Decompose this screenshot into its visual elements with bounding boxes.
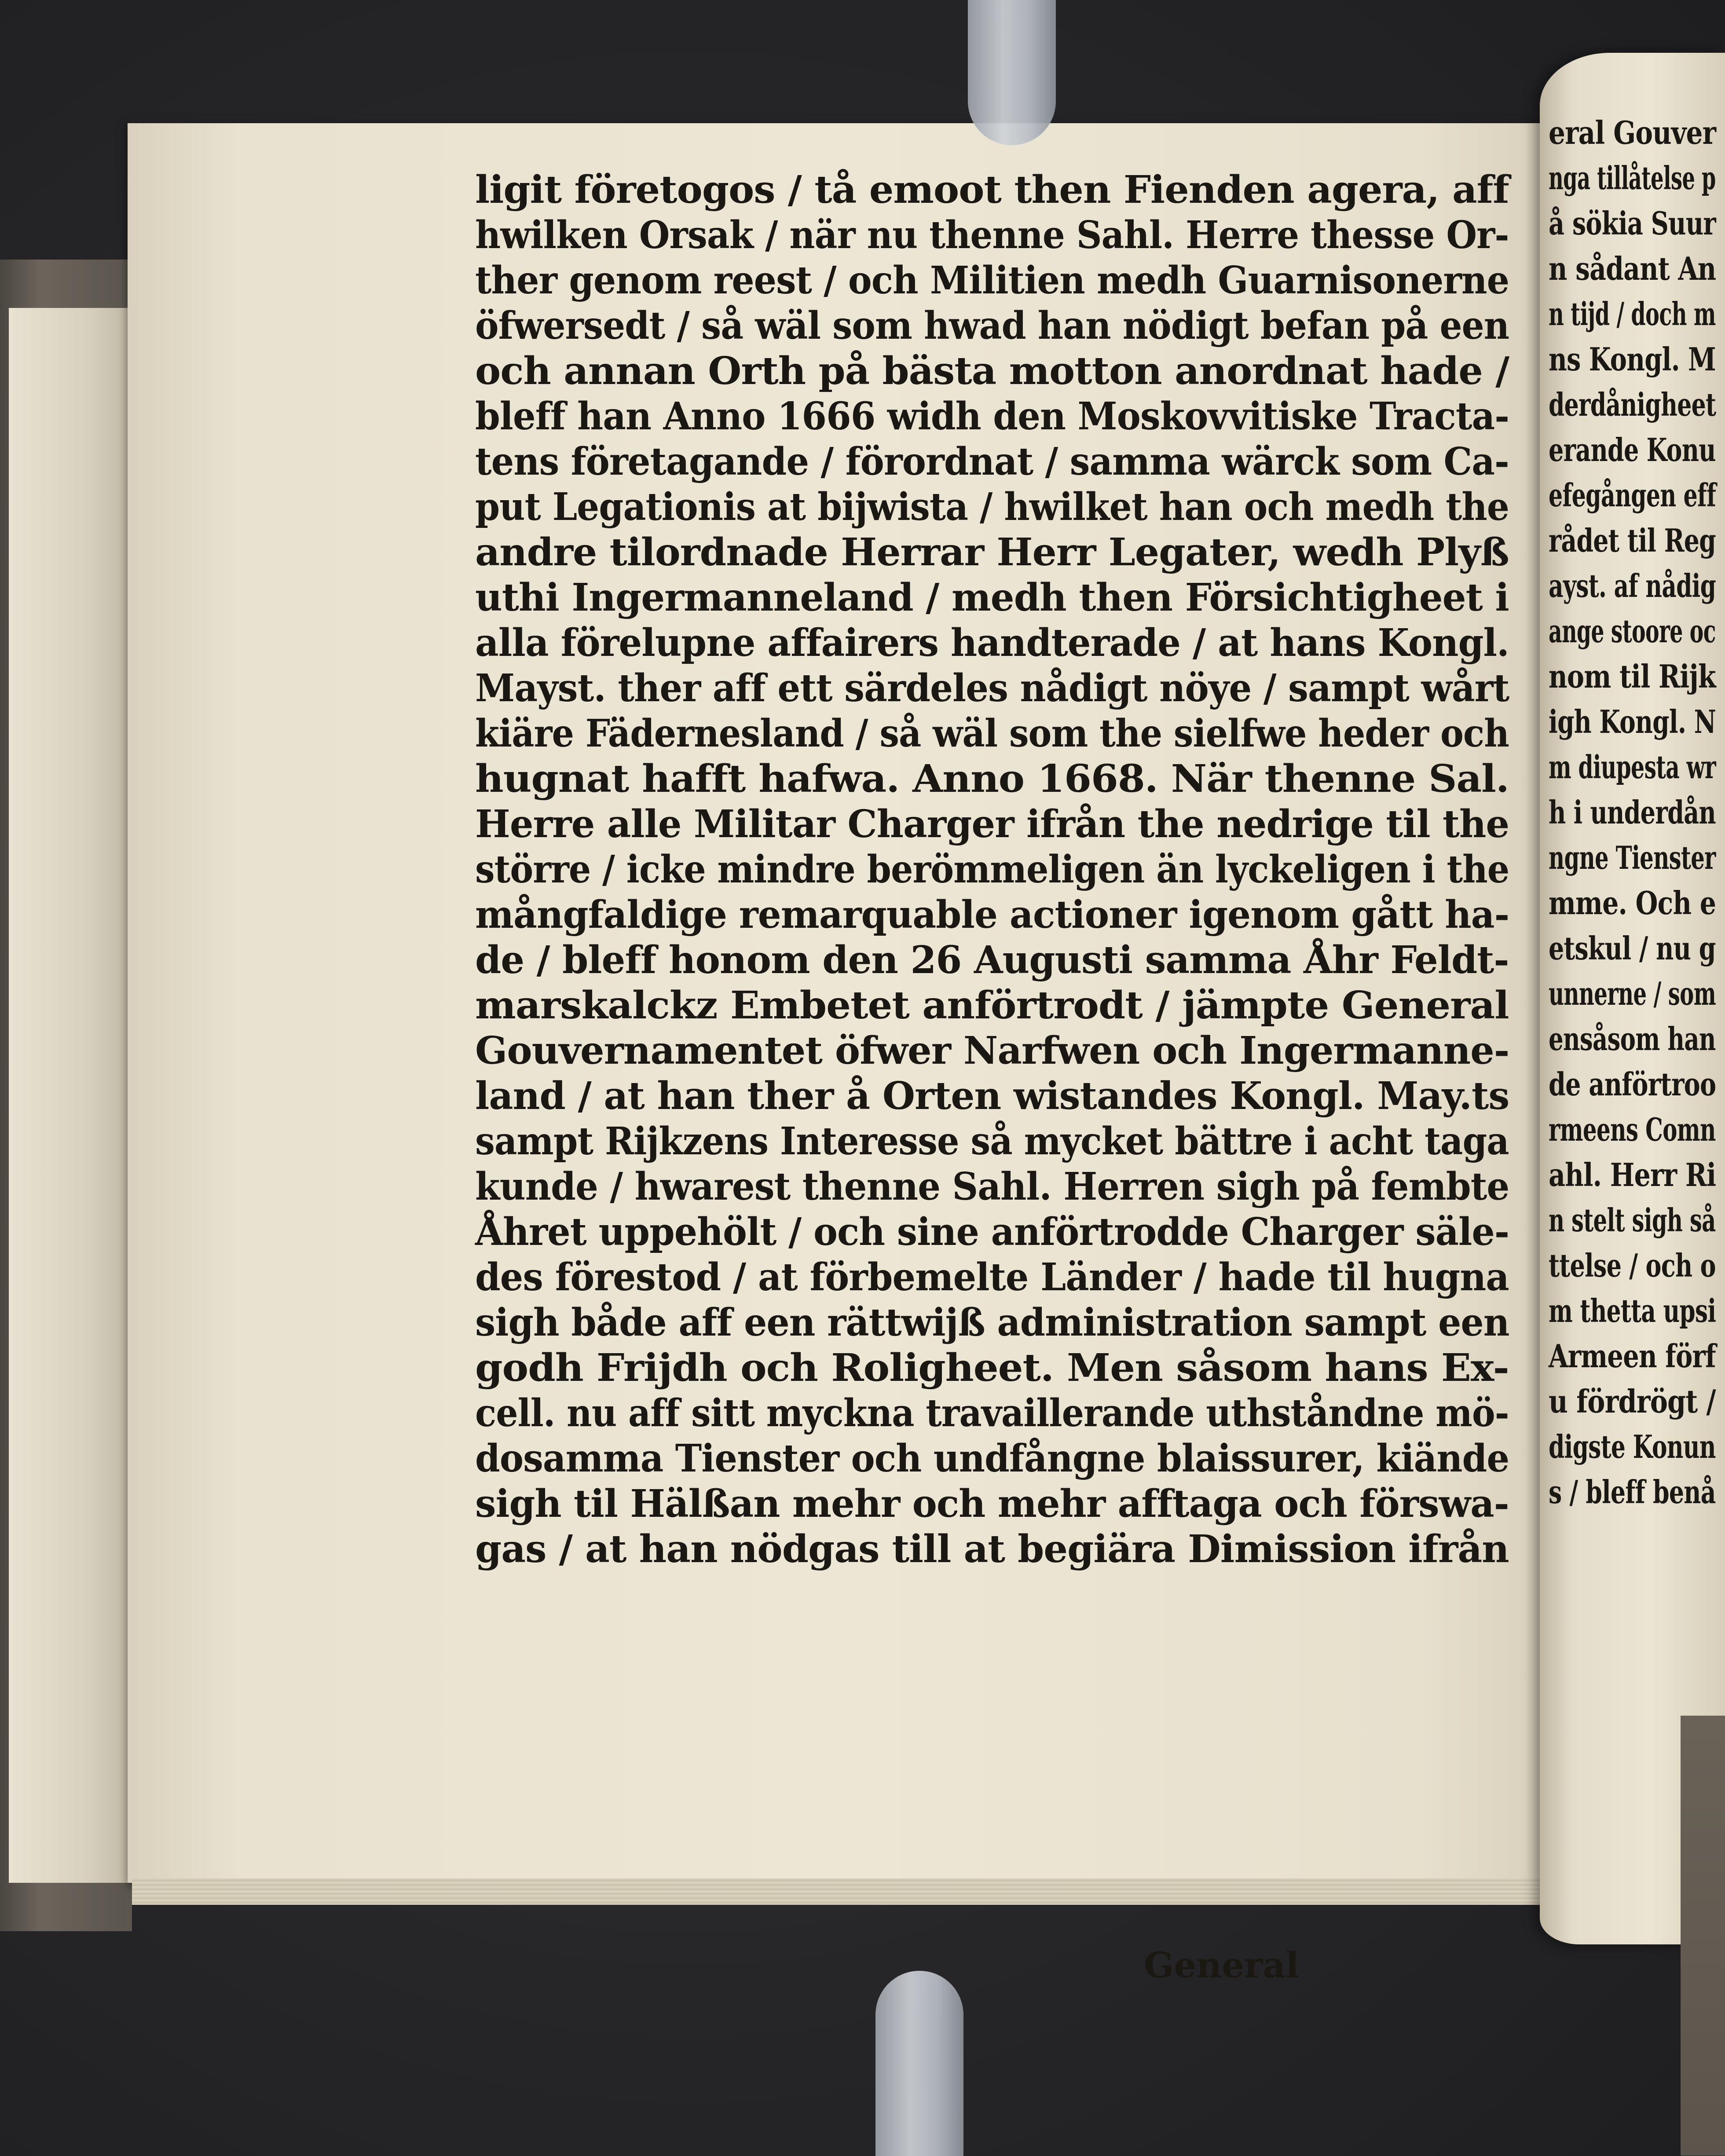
text-line: kiäre Fädernesland / så wäl som the sielfwe heder och bbox=[475, 711, 1509, 756]
text-line: bleff han Anno 1666 widh den Moskovvitiske Tracta- bbox=[475, 394, 1509, 439]
facing-text-line: rådet til Reg bbox=[1549, 522, 1716, 559]
text-line: och annan Orth på bästa motton anordnat hade / bbox=[475, 349, 1509, 393]
text-line: Mayst. ther aff ett särdeles nådigt nöye / sampt wårt bbox=[475, 666, 1509, 710]
facing-text-line: Armeen förf bbox=[1549, 1337, 1716, 1375]
text-line: des förestod / at förbemelte Länder / hade til hugna bbox=[475, 1255, 1509, 1299]
text-line: öfwersedt / så wäl som hwad han nödigt befan på een bbox=[475, 304, 1509, 348]
facing-text-line: nom til Rijk bbox=[1549, 658, 1716, 695]
facing-text-line: n sådant An bbox=[1549, 250, 1716, 287]
text-line: de / bleff honom den 26 Augusti samma Åhr Feldt- bbox=[475, 938, 1509, 982]
facing-text-line: nga tillåtelse p bbox=[1549, 159, 1716, 197]
text-line: andre tilordnade Herrar Herr Legater, wedh Plyß bbox=[475, 530, 1509, 575]
catchword: General bbox=[1144, 1944, 1299, 1986]
text-line: godh Frijdh och Roligheet. Men såsom hans Ex- bbox=[475, 1346, 1509, 1390]
text-line: Åhret uppehölt / och sine anförtrodde Charger säle- bbox=[475, 1210, 1509, 1254]
facing-text-line: m thetta upsi bbox=[1549, 1292, 1716, 1329]
facing-text-line: igh Kongl. N bbox=[1549, 703, 1716, 740]
text-line: sampt Rijkzens Interesse så mycket bättre i acht taga bbox=[475, 1119, 1509, 1164]
text-line: kunde / hwarest thenne Sahl. Herren sigh på fembte bbox=[475, 1164, 1509, 1209]
facing-text-line: ange stoore oc bbox=[1549, 612, 1716, 650]
book-clamp-bottom bbox=[875, 1971, 963, 2156]
text-line: dosamma Tienster och undfångne blaissurer, kiände bbox=[475, 1436, 1509, 1481]
text-line: ther genom reest / och Militien medh Guarnisonerne bbox=[475, 258, 1509, 303]
facing-text-line: etskul / nu g bbox=[1549, 930, 1716, 967]
book-spine-edge bbox=[1681, 1716, 1725, 2156]
text-line: uthi Ingermanneland / medh then Försichtigheet i bbox=[475, 575, 1509, 620]
book-clamp-top bbox=[968, 0, 1056, 145]
left-page-stack bbox=[9, 308, 136, 1883]
facing-text-line: ttelse / och o bbox=[1549, 1247, 1716, 1284]
text-line: sigh både aff een rättwijß administration sampt een bbox=[475, 1300, 1509, 1345]
facing-text-line: u fördrögt / bbox=[1549, 1383, 1716, 1420]
facing-text-line: rmeens Comn bbox=[1549, 1111, 1716, 1148]
text-line: tens företagande / förordnat / samma wärck som Ca- bbox=[475, 439, 1509, 484]
text-line: gas / at han nödgas till at begiära Dimission ifrån bbox=[475, 1527, 1509, 1571]
facing-text-line: n tijd / doch m bbox=[1549, 295, 1716, 333]
facing-text-line: å sökia Suur bbox=[1549, 205, 1716, 242]
facing-text-line: n stelt sigh så bbox=[1549, 1201, 1716, 1239]
facing-text-line: ahl. Herr Ri bbox=[1549, 1156, 1716, 1193]
text-line: land / at han ther å Orten wistandes Kongl. May.ts bbox=[475, 1074, 1509, 1118]
facing-text-line: ngne Tienster bbox=[1549, 839, 1716, 876]
text-line: ligit företogos / tå emoot then Fienden agera, aff bbox=[475, 168, 1509, 212]
text-line: sigh til Hälßan mehr och mehr afftaga och förswa- bbox=[475, 1482, 1509, 1526]
facing-text-line: m diupesta wr bbox=[1549, 748, 1716, 786]
facing-text-line: unnerne / som bbox=[1549, 975, 1716, 1012]
facing-text-line: erande Konu bbox=[1549, 431, 1716, 469]
facing-text-line: de anförtroo bbox=[1549, 1065, 1716, 1103]
page-stack-edge bbox=[132, 1878, 1562, 1905]
facing-text-line: ns Kongl. M bbox=[1549, 340, 1716, 378]
page-body-text bbox=[475, 167, 1531, 1572]
text-line: hugnat hafft hafwa. Anno 1668. När thenne Sal. bbox=[475, 757, 1509, 801]
text-line: cell. nu aff sitt myckna travaillerande uthståndne mö- bbox=[475, 1391, 1509, 1435]
text-line: större / icke mindre berömmeligen än lyckeligen i the bbox=[475, 847, 1509, 892]
text-line: alla förelupne affairers handterade / at hans Kongl. bbox=[475, 621, 1509, 665]
text-line: Herre alle Militar Charger ifrån the nedrige til the bbox=[475, 802, 1509, 846]
facing-text-line: ensåsom han bbox=[1549, 1020, 1716, 1058]
facing-text-line: efegången eff bbox=[1549, 476, 1716, 514]
facing-text-line: h i underdån bbox=[1549, 794, 1716, 831]
text-line: hwilken Orsak / när nu thenne Sahl. Herre thesse Or- bbox=[475, 213, 1509, 257]
facing-text-line: digste Konun bbox=[1549, 1428, 1716, 1465]
facing-text-line: s / bleff benå bbox=[1549, 1473, 1716, 1511]
text-line: put Legationis at bijwista / hwilket han och medh the bbox=[475, 485, 1509, 529]
facing-text-line: ayst. af nådig bbox=[1549, 567, 1716, 604]
facing-text-line: eral Gouver bbox=[1549, 114, 1716, 151]
text-line: marskalckz Embetet anförtrodt / jämpte General bbox=[475, 983, 1509, 1028]
facing-text-line: derdånigheet bbox=[1549, 386, 1716, 423]
facing-text-line: mme. Och e bbox=[1549, 884, 1716, 922]
facing-page-text bbox=[1549, 110, 1725, 1515]
text-line: Gouvernamentet öfwer Narfwen och Ingermanne- bbox=[475, 1029, 1509, 1073]
text-line: mångfaldige remarquable actioner igenom gått ha- bbox=[475, 893, 1509, 937]
